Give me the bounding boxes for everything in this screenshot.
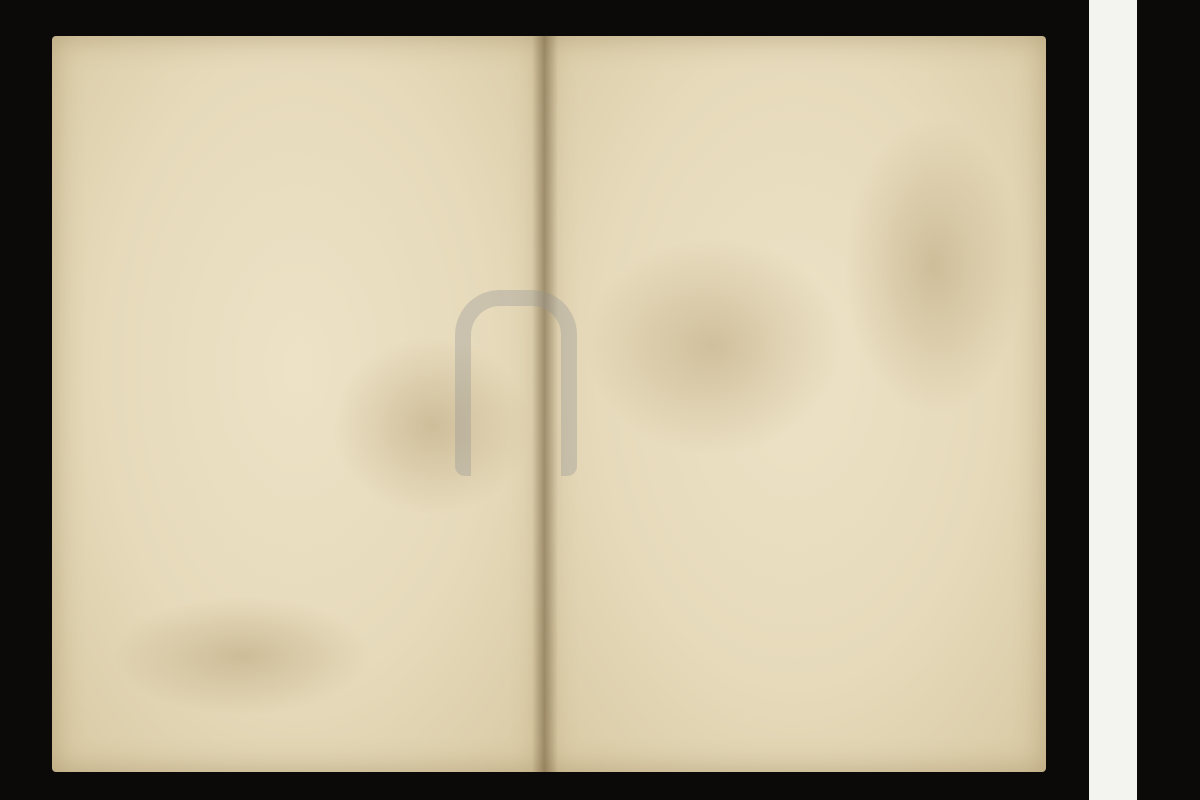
right-page (544, 36, 1046, 772)
watermark-logo (455, 290, 577, 476)
measurement-ruler (1089, 0, 1137, 800)
